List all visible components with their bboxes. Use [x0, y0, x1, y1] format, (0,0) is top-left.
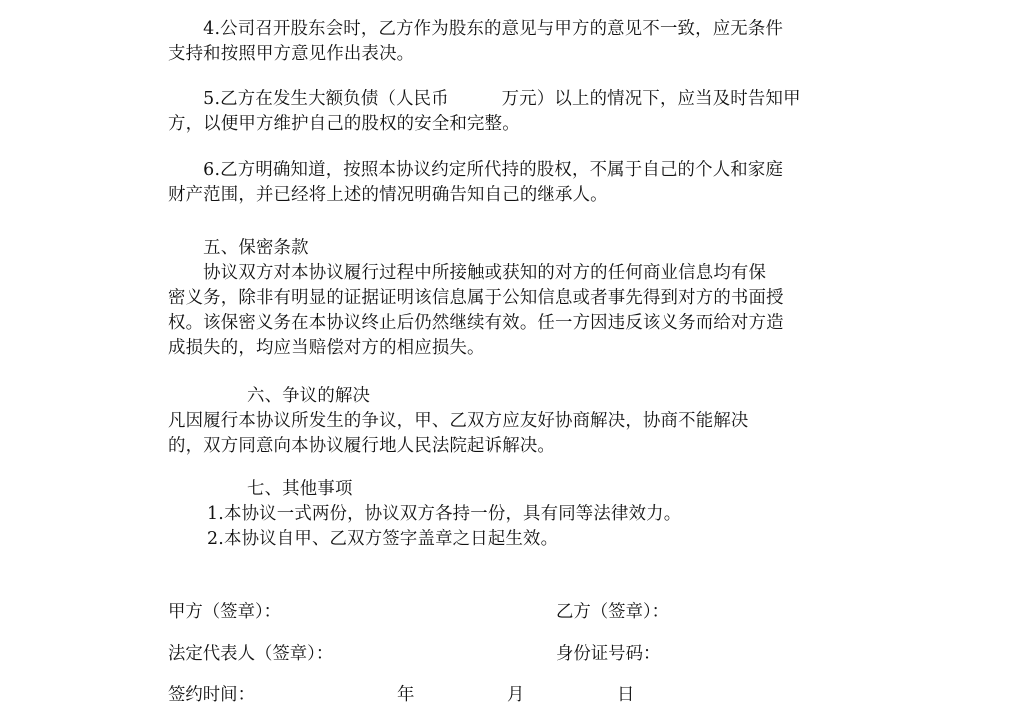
sign-time-label: 签约时间： [168, 685, 255, 705]
section-7-item-1: 1.本协议一式两份，协议双方各持一份，具有同等法律效力。 [207, 504, 682, 524]
section-6-line-2: 的，双方同意向本协议履行地人民法院起诉解决。 [168, 436, 555, 456]
clause-6-line-2: 财产范围，并已经将上述的情况明确告知自己的继承人。 [168, 185, 608, 205]
clause-4-line-1: 4.公司召开股东会时，乙方作为股东的意见与甲方的意见不一致，应无条件 [168, 19, 784, 39]
clause-5-line-1: 5.乙方在发生大额负债（人民币 万元）以上的情况下，应当及时告知甲 [168, 89, 801, 109]
section-5-line-4: 成损失的，均应当赔偿对方的相应损失。 [168, 338, 485, 358]
section-5-line-2: 密义务，除非有明显的证据证明该信息属于公知信息或者事先得到对方的书面授 [168, 288, 784, 308]
clause-4-line-2: 支持和按照甲方意见作出表决。 [168, 44, 415, 64]
sign-year-label: 年 [397, 685, 415, 705]
clause-5-line-2: 方，以便甲方维护自己的股权的安全和完整。 [168, 114, 520, 134]
section-6-line-1: 凡因履行本协议所发生的争议，甲、乙双方应友好协商解决，协商不能解决 [168, 411, 749, 431]
section-5-heading: 五、保密条款 [168, 238, 309, 258]
section-7-heading: 七、其他事项 [247, 479, 353, 499]
sign-day-label: 日 [617, 685, 635, 705]
id-number-label: 身份证号码： [556, 644, 661, 664]
party-a-signature-label: 甲方（签章）： [168, 602, 282, 622]
sign-month-label: 月 [507, 685, 525, 705]
legal-rep-signature-label: 法定代表人（签章）： [168, 644, 334, 664]
section-5-line-3: 权。该保密义务在本协议终止后仍然继续有效。任一方因违反该义务而给对方造 [168, 313, 784, 333]
section-6-heading: 六、争议的解决 [247, 386, 371, 406]
section-5-line-1: 协议双方对本协议履行过程中所接触或获知的对方的任何商业信息均有保 [168, 263, 767, 283]
clause-6-line-1: 6.乙方明确知道，按照本协议约定所代持的股权，不属于自己的个人和家庭 [168, 160, 784, 180]
party-b-signature-label: 乙方（签章）： [556, 602, 670, 622]
section-7-item-2: 2.本协议自甲、乙双方签字盖章之日起生效。 [207, 529, 559, 549]
